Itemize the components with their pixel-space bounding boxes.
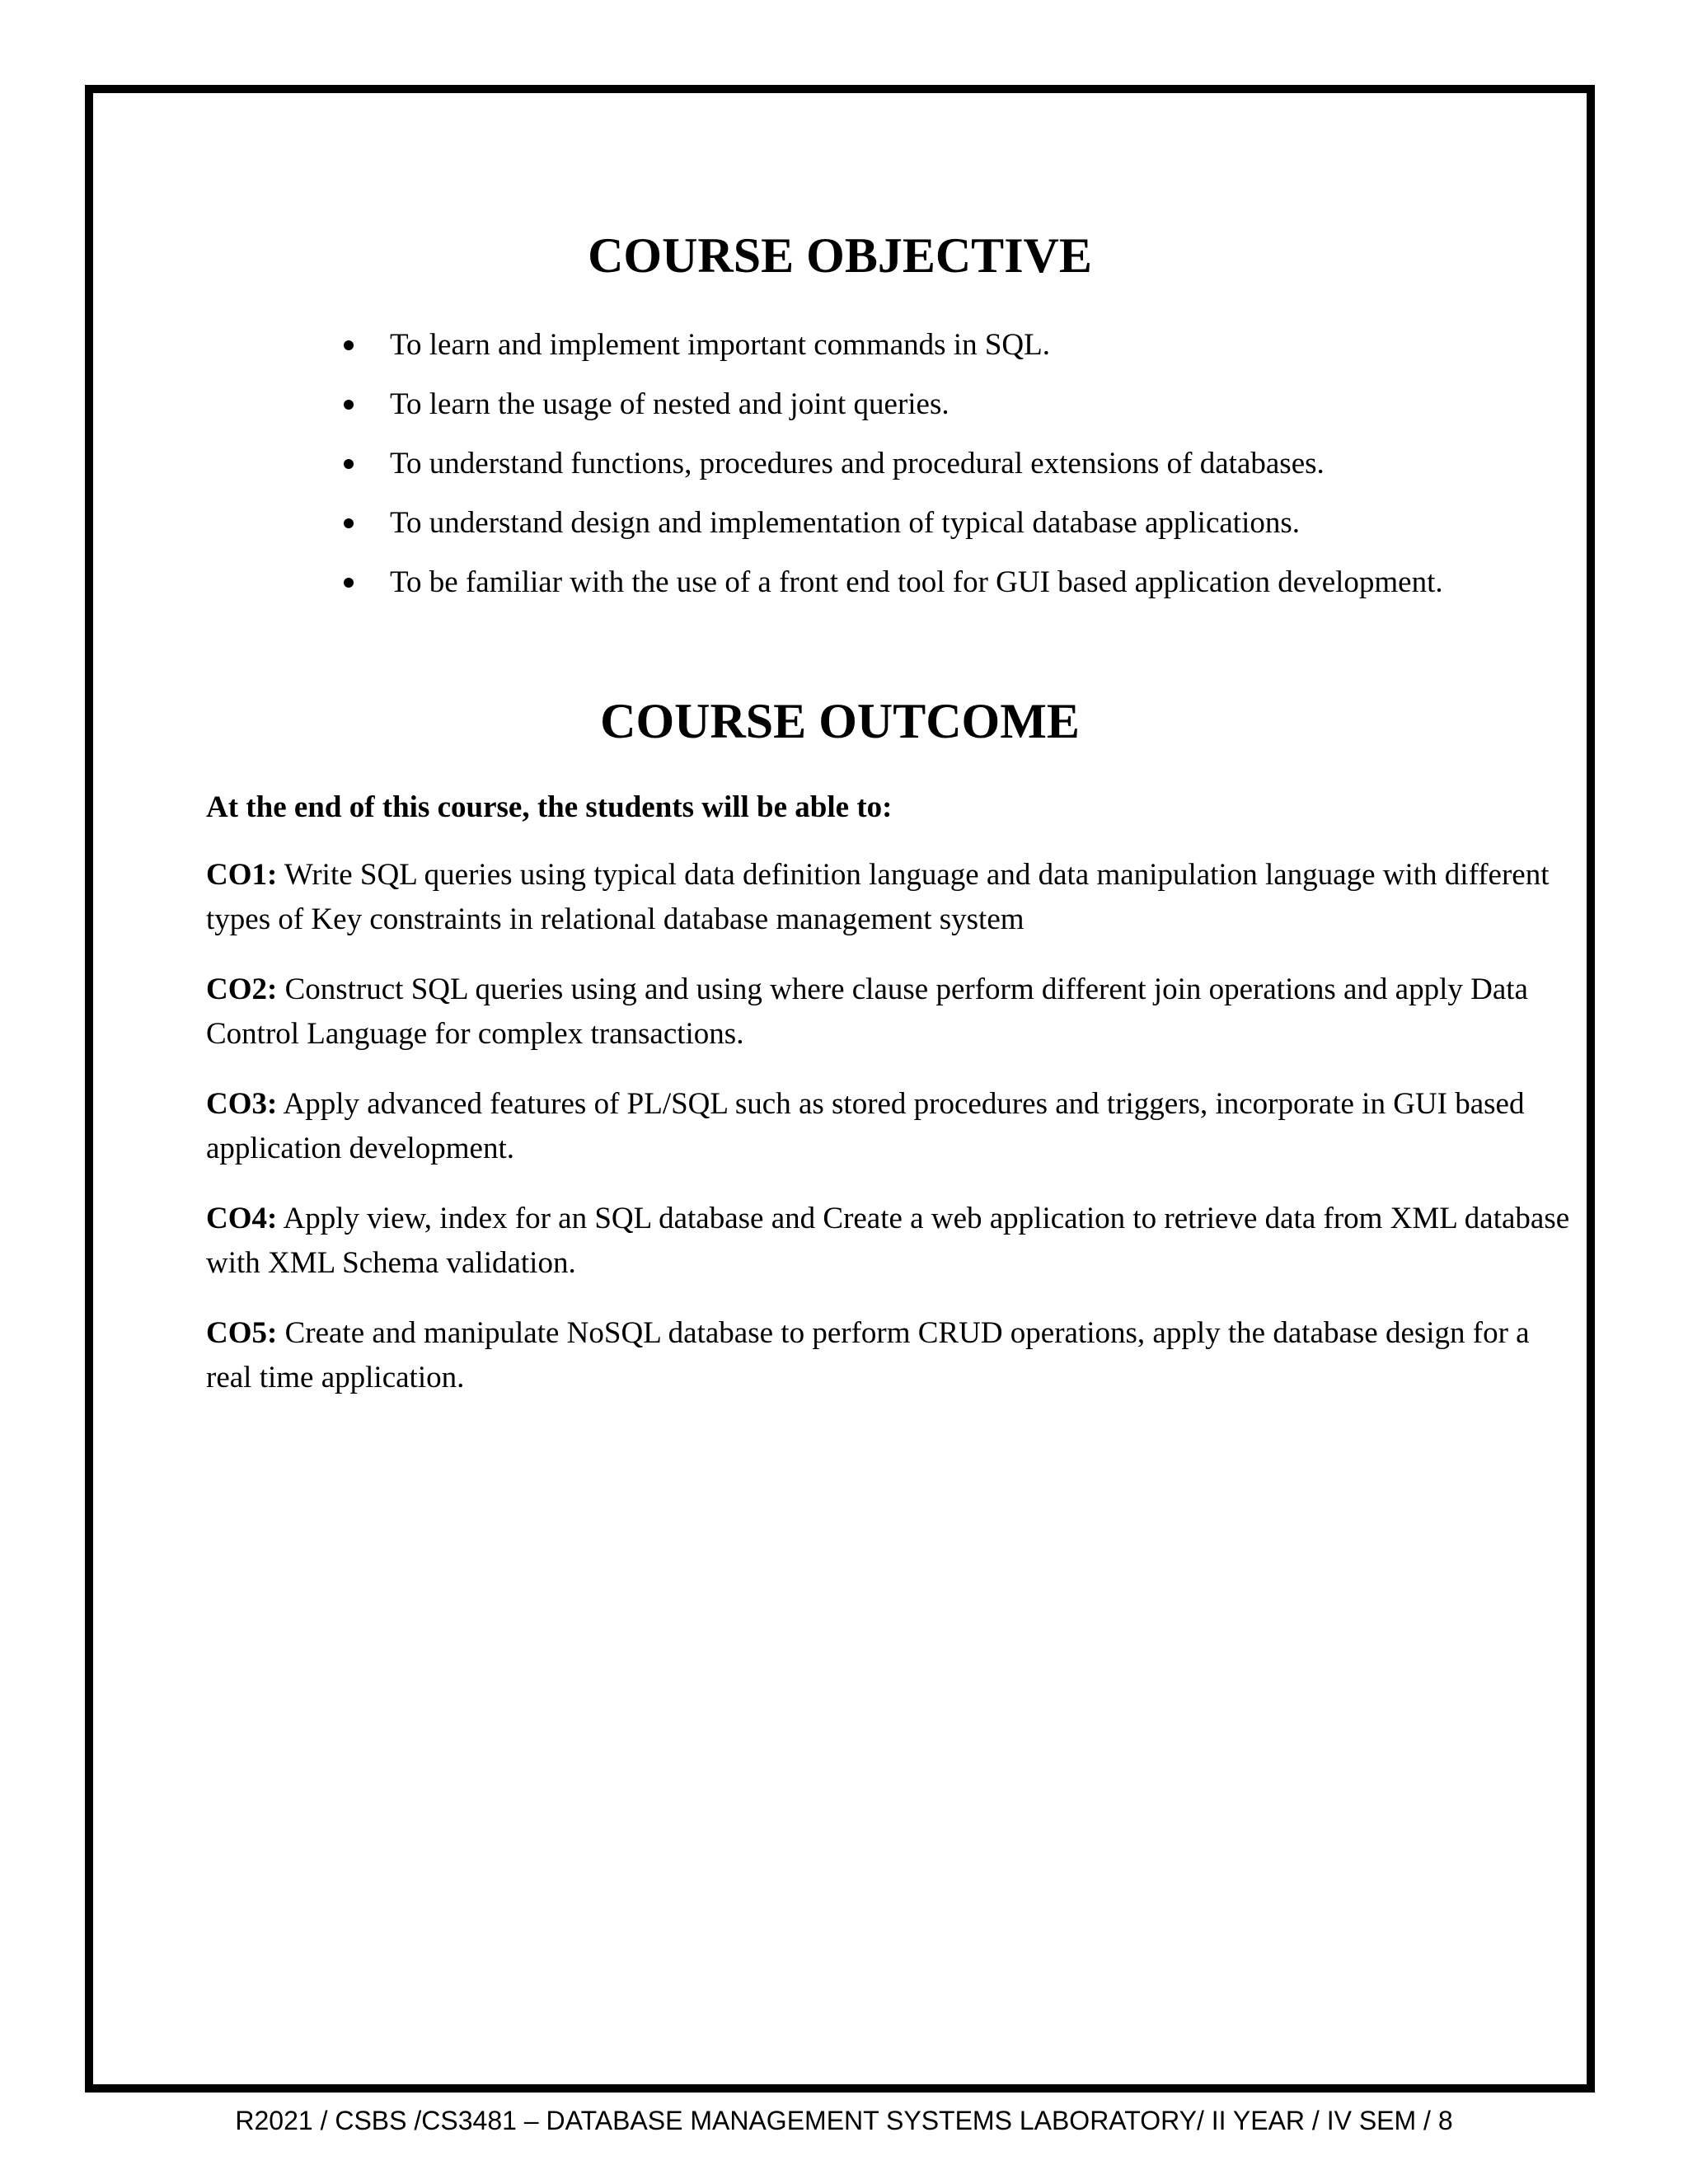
co-label: CO1: [206, 858, 278, 892]
co-text: Create and manipulate NoSQL database to perform CRUD operations, apply the database design for a real time application. [206, 1316, 1530, 1394]
course-outcome-heading: COURSE OUTCOME [600, 694, 1080, 748]
objective-list [291, 323, 1443, 620]
co-text: Apply advanced features of PL/SQL such as stored procedures and triggers, incorporate in GUI based application development. [206, 1087, 1525, 1165]
course-outcome-co3 [206, 1082, 1574, 1171]
bullet-icon [344, 400, 354, 410]
objective-item-text: To understand functions, procedures and procedural extensions of databases. [390, 447, 1325, 480]
course-outcome-co2 [206, 968, 1574, 1057]
objective-item-text: To learn and implement important commands in SQL. [390, 328, 1050, 362]
co-label: CO5: [206, 1316, 278, 1350]
objective-item-text: To be familiar with the use of a front end tool for GUI based application development. [390, 565, 1443, 599]
bullet-icon [344, 578, 354, 588]
bullet-icon [344, 340, 354, 350]
page-border [85, 85, 1595, 2093]
course-objective-heading: COURSE OBJECTIVE [588, 228, 1092, 283]
objective-item [291, 501, 1443, 560]
page-footer: R2021 / CSBS /CS3481 – DATABASE MANAGEMENT SYSTEMS LABORATORY/ II YEAR / IV SEM / 8 [235, 2106, 1453, 2135]
co-label: CO2: [206, 972, 278, 1006]
co-text: Apply view, index for an SQL database and Create a web application to retrieve data from XML database with XML Schema validation. [206, 1202, 1570, 1280]
co-text: Construct SQL queries using and using where clause perform different join operations and apply Data Control Language for complex transactions. [206, 972, 1528, 1051]
co-text: Write SQL queries using typical data definition language and data manipulation language with different types of Key constraints in relational database management system [206, 858, 1550, 936]
objective-item-text: To understand design and implementation of typical database applications. [390, 506, 1301, 540]
bullet-icon [344, 518, 354, 528]
co-label: CO4: [206, 1202, 278, 1235]
bullet-icon [344, 459, 354, 469]
course-outcome-co1 [206, 853, 1574, 942]
outcome-intro: At the end of this course, the students will be able to: [206, 790, 893, 824]
objective-item [291, 442, 1443, 501]
objective-item [291, 382, 1443, 442]
objective-item [291, 323, 1443, 382]
course-outcome-co4 [206, 1197, 1574, 1286]
objective-item-text: To learn the usage of nested and joint queries. [390, 387, 950, 421]
course-outcome-co5 [206, 1311, 1574, 1400]
co-label: CO3: [206, 1087, 278, 1121]
objective-item [291, 560, 1443, 620]
